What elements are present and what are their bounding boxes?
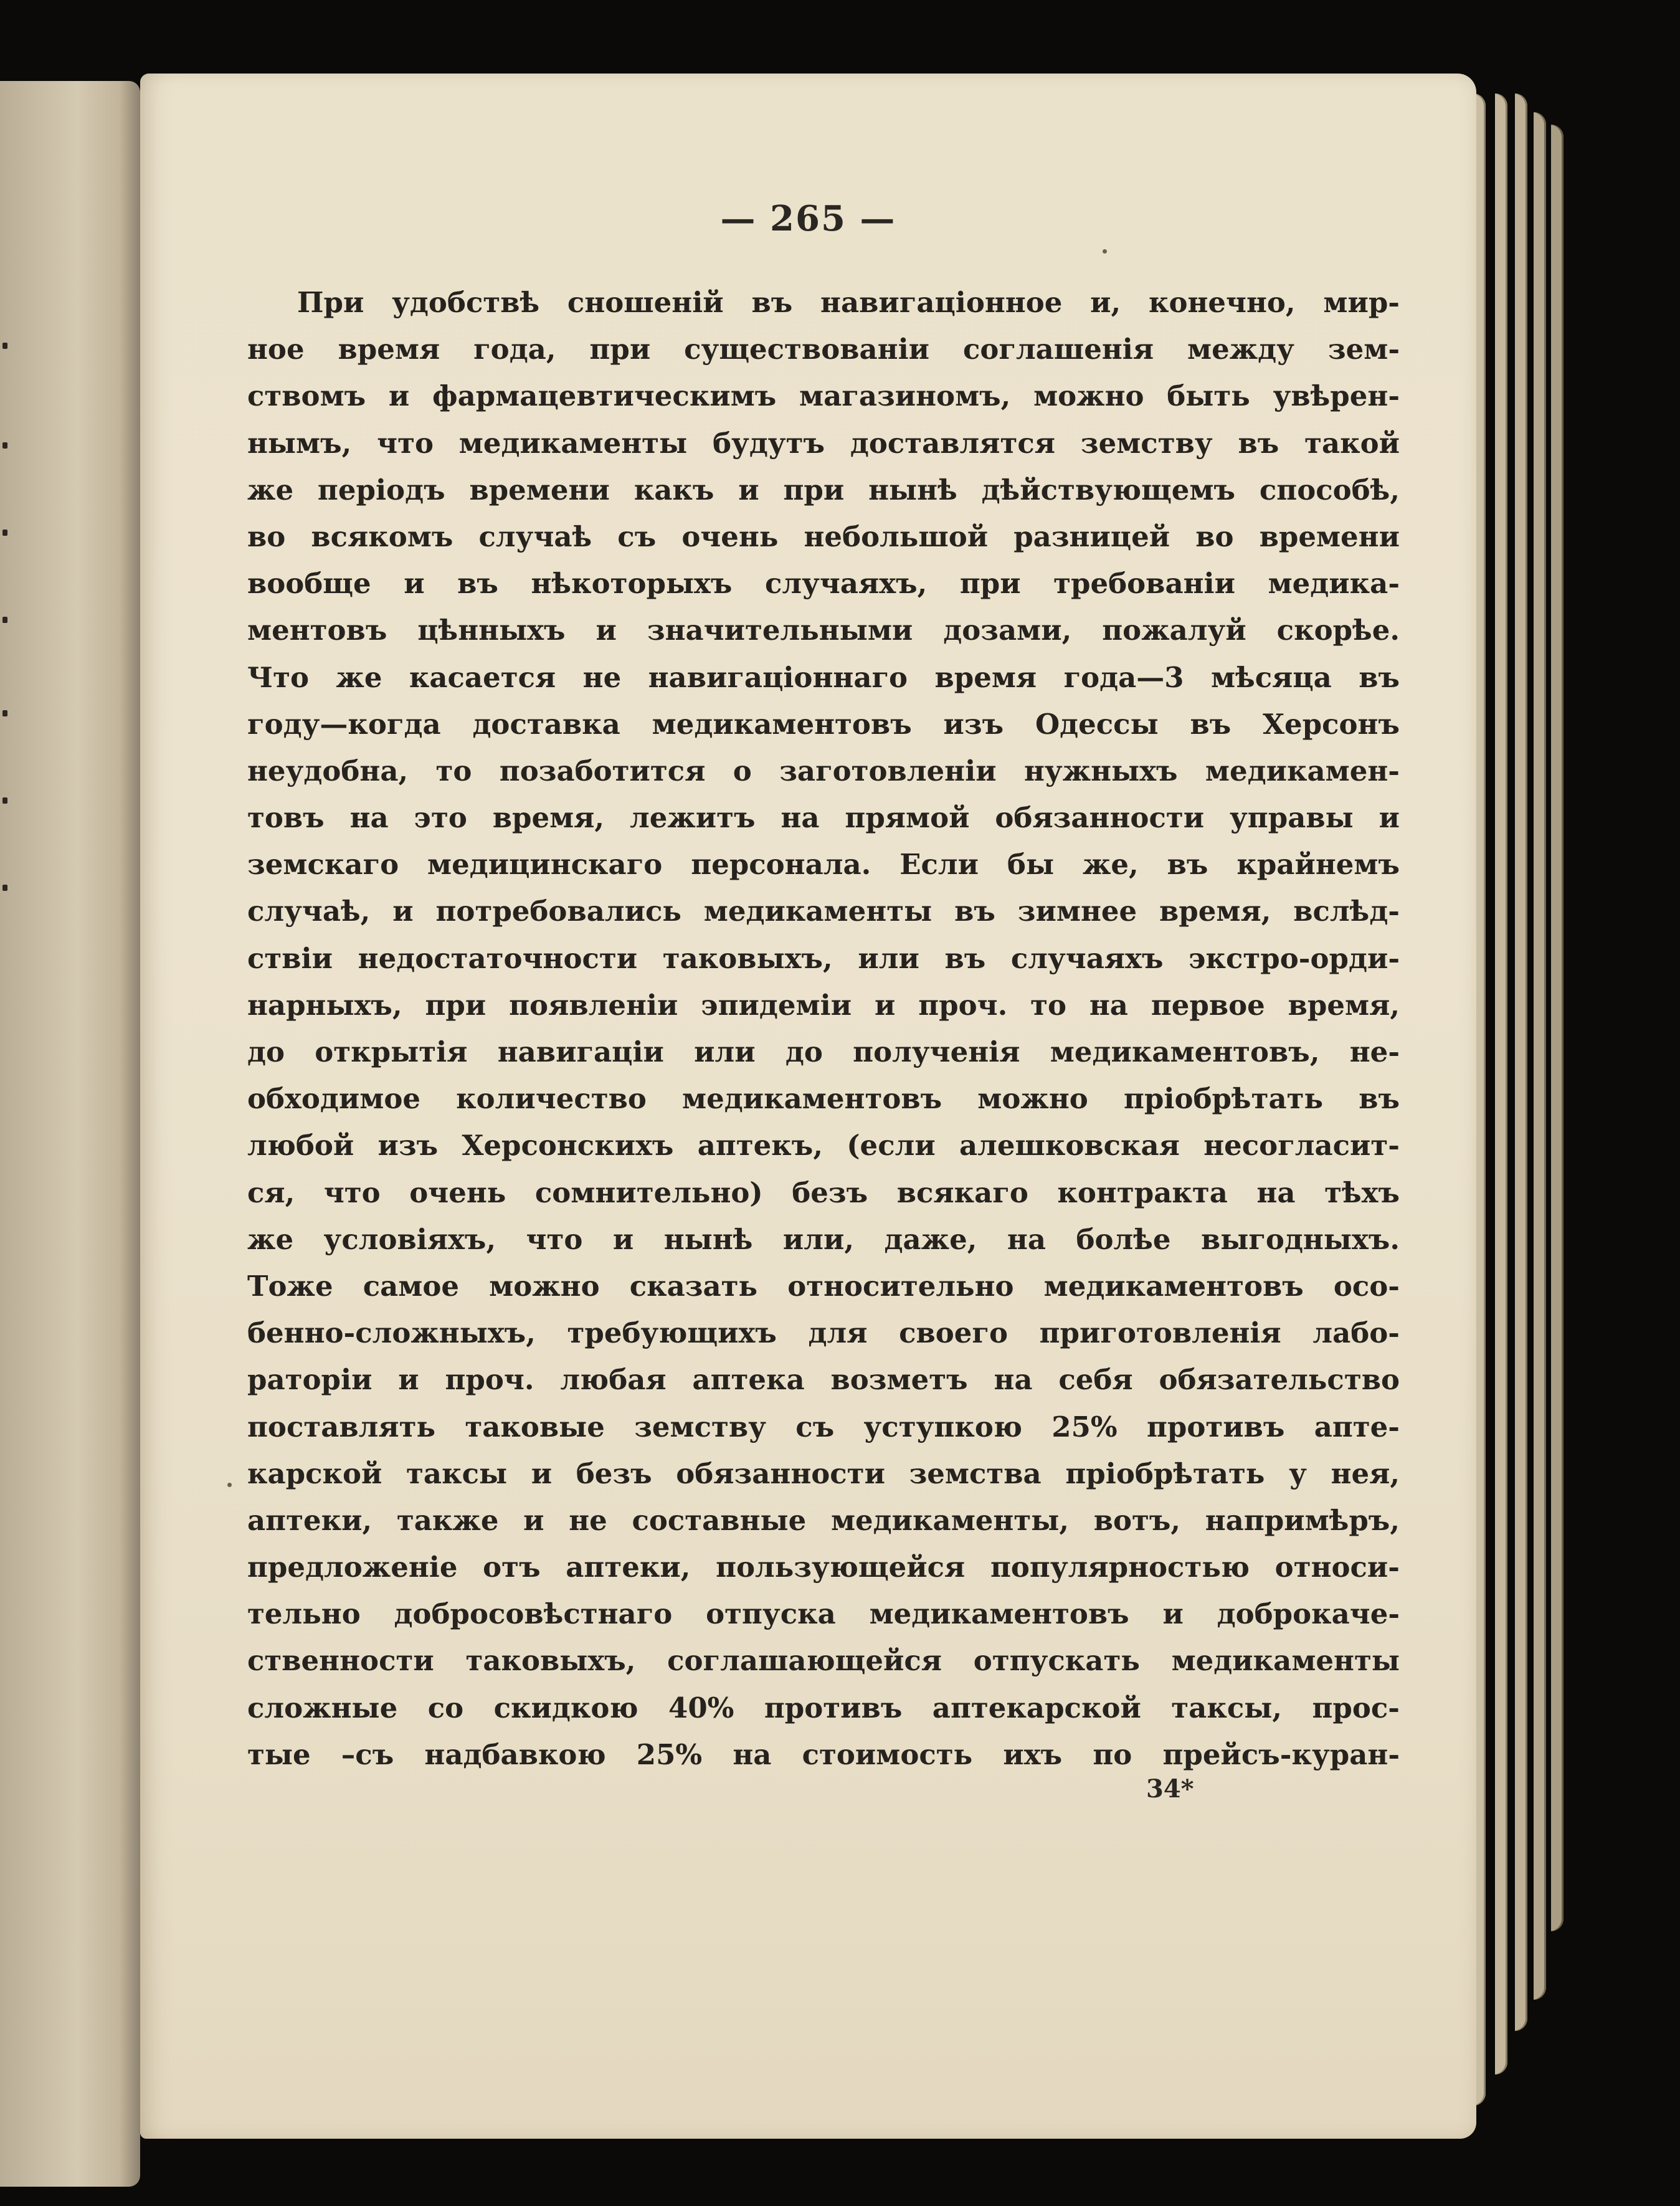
- text-line: нарныхъ, при появленіи эпидеміи и проч. то на первое время,: [247, 988, 1400, 1022]
- text-line: неудобна, то позаботится о заготовленіи нужныхъ медикамен-: [247, 754, 1400, 787]
- previous-page-edge: [0, 81, 140, 2187]
- text-line: ственности таковыхъ, соглашающейся отпускать медикаменты: [247, 1644, 1400, 1678]
- ink-mark: [2, 885, 7, 891]
- text-line: во всякомъ случаѣ съ очень небольшой разницей во времени: [247, 520, 1400, 553]
- text-line: товъ на это время, лежитъ на прямой обязанности управы и: [247, 801, 1400, 835]
- text-line: аптеки, также и не составные медикаменты, вотъ, напримѣръ,: [247, 1503, 1400, 1537]
- text-line: году—когда доставка медикаментовъ изъ Одессы въ Херсонъ: [247, 707, 1400, 741]
- text-line: же періодъ времени какъ и при нынѣ дѣйствующемъ способѣ,: [247, 473, 1400, 506]
- text-line: поставлять таковые земству съ уступкою 25% противъ апте-: [247, 1410, 1400, 1443]
- ink-mark: [2, 442, 7, 449]
- page-number: — 265 —: [720, 198, 896, 239]
- text-line: раторіи и проч. любая аптека возметъ на себя обязательство: [247, 1363, 1400, 1397]
- ink-mark: [2, 343, 7, 349]
- text-line: Тоже самое можно сказать относительно медикаментовъ осо-: [247, 1269, 1400, 1303]
- page-stack-edge: [1515, 93, 1527, 2031]
- text-line: ное время года, при существованіи соглашенія между зем-: [247, 333, 1400, 366]
- paper-speck: [227, 1483, 232, 1487]
- text-line: нымъ, что медикаменты будутъ доставлятся земству въ такой: [247, 426, 1400, 460]
- text-line: земскаго медицинскаго персонала. Если бы же, въ крайнемъ: [247, 848, 1400, 882]
- text-line: ментовъ цѣнныхъ и значительными дозами, пожалуй скорѣе.: [247, 614, 1400, 647]
- body-text: [247, 279, 1400, 1778]
- text-line: бенно-сложныхъ, требующихъ для своего приготовленія лабо-: [247, 1316, 1400, 1350]
- page-stack-edge: [1551, 125, 1564, 1931]
- book-page: [140, 74, 1476, 2139]
- paper-speck: [1103, 249, 1107, 254]
- ink-mark: [2, 797, 7, 804]
- text-line: любой изъ Херсонскихъ аптекъ, (если алешковская несогласит-: [247, 1129, 1400, 1162]
- text-line: карской таксы и безъ обязанности земства пріобрѣтать у нея,: [247, 1457, 1400, 1490]
- text-line: случаѣ, и потребовались медикаменты въ зимнее время, вслѣд-: [247, 895, 1400, 928]
- ink-mark: [2, 617, 7, 623]
- text-line: вообще и въ нѣкоторыхъ случаяхъ, при требованіи медика-: [247, 567, 1400, 601]
- text-line: тельно добросовѣстнаго отпуска медикаментовъ и доброкаче-: [247, 1597, 1400, 1631]
- text-line: до открытія навигаціи или до полученія медикаментовъ, не-: [247, 1035, 1400, 1068]
- text-line: При удобствѣ сношеній въ навигаціонное и, конечно, мир-: [297, 286, 1400, 319]
- page-stack-edge: [1495, 93, 1507, 2075]
- text-line: ствіи недостаточности таковыхъ, или въ случаяхъ экстро-орди-: [247, 941, 1400, 975]
- text-line: Что же касается не навигаціоннаго время года—3 мѣсяца въ: [247, 660, 1400, 694]
- page-stack-edge: [1534, 112, 1546, 2000]
- text-line: же условіяхъ, что и нынѣ или, даже, на болѣе выгодныхъ.: [247, 1222, 1400, 1256]
- text-line: ствомъ и фармацевтическимъ магазиномъ, можно быть увѣрен-: [247, 379, 1400, 413]
- text-line: ся, что очень сомнительно) безъ всякаго контракта на тѣхъ: [247, 1176, 1400, 1209]
- text-line: обходимое количество медикаментовъ можно пріобрѣтать въ: [247, 1082, 1400, 1116]
- text-line: тые –съ надбавкою 25% на стоимость ихъ по прейсъ-куран-: [247, 1738, 1400, 1771]
- text-line: предложеніе отъ аптеки, пользующейся популярностью относи-: [247, 1551, 1400, 1584]
- text-line: сложные со скидкою 40% противъ аптекарской таксы, прос-: [247, 1691, 1400, 1724]
- ink-mark: [2, 710, 7, 716]
- signature-mark: 34*: [1146, 1774, 1194, 1804]
- ink-mark: [2, 530, 7, 536]
